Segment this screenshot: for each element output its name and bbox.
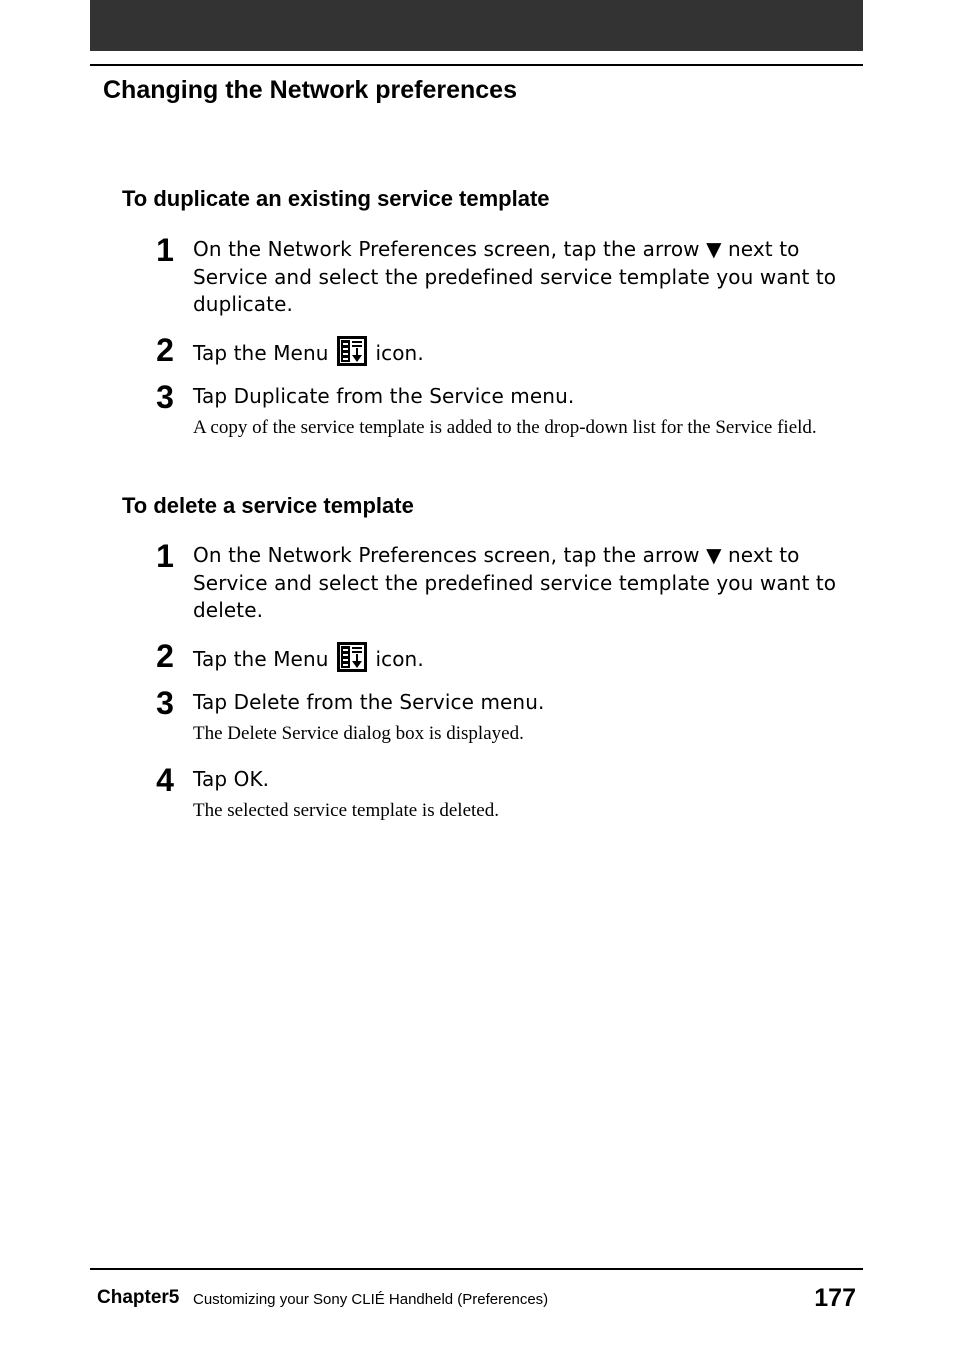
delete-step-1-text: On the Network Preferences screen, tap the arrow ▼ next to Service and select the predefined service template you want to delete.	[193, 543, 837, 622]
duplicate-step-2-text-before: Tap the Menu	[193, 341, 329, 365]
delete-step-3-text: Tap Delete from the Service menu.	[193, 690, 545, 714]
delete-step-3-note: The Delete Service dialog box is displayed.	[193, 723, 524, 744]
header-rule	[90, 64, 863, 66]
delete-step-3-number: 3	[156, 685, 174, 721]
duplicate-step-2-number: 2	[156, 332, 174, 368]
footer-rule	[90, 1268, 863, 1270]
delete-step-2-text	[193, 642, 853, 680]
duplicate-heading: To duplicate an existing service template	[122, 186, 550, 211]
duplicate-step-3-note: A copy of the service template is added to the drop-down list for the Service field.	[193, 417, 817, 438]
section-title: Changing the Network preferences	[103, 76, 517, 104]
delete-step-4-note: The selected service template is deleted.	[193, 800, 499, 821]
duplicate-step-3-number: 3	[156, 379, 174, 415]
footer-chapter: Chapter5	[97, 1287, 180, 1308]
duplicate-step-2-text	[193, 336, 853, 374]
delete-step-2-number: 2	[156, 638, 174, 674]
page-number: 177	[814, 1284, 856, 1312]
delete-step-1-number: 1	[156, 538, 174, 574]
delete-heading: To delete a service template	[122, 493, 414, 518]
duplicate-step-1-number: 1	[156, 232, 174, 268]
delete-step-4-text: Tap OK.	[193, 767, 270, 791]
menu-icon	[337, 642, 367, 680]
delete-step-2-text-before: Tap the Menu	[193, 647, 329, 671]
footer-description: Customizing your Sony CLIÉ Handheld (Preferences)	[193, 1291, 549, 1308]
menu-icon	[337, 336, 367, 374]
delete-step-2-text-after: icon.	[375, 647, 424, 671]
duplicate-step-3-text: Tap Duplicate from the Service menu.	[193, 384, 575, 408]
delete-step-4-number: 4	[156, 762, 174, 798]
duplicate-step-2-text-after: icon.	[375, 341, 424, 365]
header-bar	[90, 0, 863, 51]
duplicate-step-1-text: On the Network Preferences screen, tap the arrow ▼ next to Service and select the predefined service template you want to duplicate.	[193, 237, 837, 316]
